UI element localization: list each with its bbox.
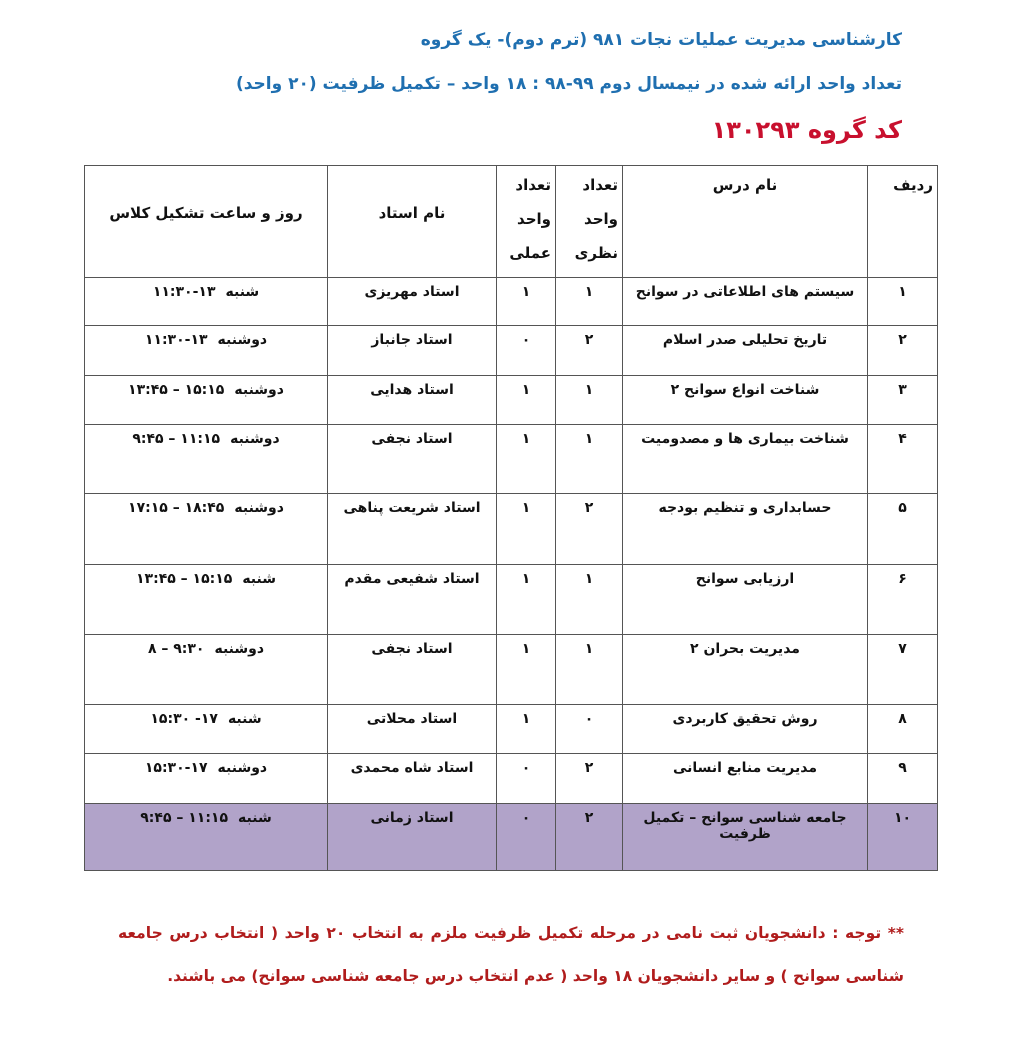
schedule-time: ۸ – ۹:۳۰ [147,641,205,657]
table-row [85,278,938,326]
row-number: ۳ [868,376,938,425]
instructor-name: استاد نجفی [328,635,497,705]
theory-units: ۱ [556,425,623,494]
header-theory-units: تعداد واحد نظری [556,166,623,278]
row-number: ۱ [868,278,938,326]
schedule-time: ۱۷:۱۵ – ۱۸:۴۵ [128,500,225,516]
course-name: مدیریت منابع انسانی [623,754,868,804]
schedule-day: دوشنبه [217,332,268,348]
table-row [85,804,938,871]
class-schedule [85,326,328,376]
course-name: مدیریت بحران ۲ [623,635,868,705]
instructor-name: استاد شاه محمدی [328,754,497,804]
theory-units: ۱ [556,565,623,635]
course-name: تاریخ تحلیلی صدر اسلام [623,326,868,376]
schedule-time: ۱۳:۴۵ – ۱۵:۱۵ [128,382,225,398]
schedule-time: ۹:۴۵ – ۱۱:۱۵ [132,431,221,447]
class-schedule [85,804,328,871]
schedule-day: شنبه [242,571,276,587]
class-schedule [85,635,328,705]
schedule-time: ۱۵:۳۰-۱۷ [144,760,208,776]
schedule-time: ۱۵:۳۰ -۱۷ [150,711,218,727]
instructor-name: استاد زمانی [328,804,497,871]
practical-units: ۱ [497,376,556,425]
class-schedule [85,565,328,635]
row-number: ۵ [868,494,938,565]
theory-units: ۲ [556,326,623,376]
instructor-name: استاد جانباز [328,326,497,376]
table-row [85,425,938,494]
practical-units: ۱ [497,425,556,494]
schedule-time: ۱۳:۴۵ – ۱۵:۱۵ [136,571,233,587]
theory-units: ۱ [556,376,623,425]
table-row [85,494,938,565]
row-number: ۴ [868,425,938,494]
schedule-time: ۹:۴۵ – ۱۱:۱۵ [140,810,229,826]
course-name: روش تحقیق کاربردی [623,705,868,754]
units-summary: تعداد واحد ارائه شده در نیمسال دوم ۹۹-۹۸ : ۱۸ واحد – تکمیل ظرفیت (۲۰ واحد) [235,74,902,94]
course-name: حسابداری و تنظیم بودجه [623,494,868,565]
table-row [85,705,938,754]
class-schedule [85,425,328,494]
theory-units: ۱ [556,278,623,326]
practical-units: ۱ [497,565,556,635]
row-number: ۸ [868,705,938,754]
header-instructor: نام استاد [328,166,497,278]
schedule-day: دوشنبه [214,641,265,657]
header-row-number: ردیف [868,166,938,278]
schedule-day: دوشنبه [234,382,284,398]
registration-note: ** توجه : دانشجویان ثبت نامی در مرحله تکمیل ظرفیت ملزم به انتخاب ۲۰ واحد ( انتخاب درس جامعه شناسی سوانح ) و سایر دانشجویان ۱۸ واحد ( عدم انتخاب درس جامعه شناسی سوانح) می باشند. [118,924,904,985]
practical-units: ۱ [497,705,556,754]
instructor-name: استاد محلاتی [328,705,497,754]
schedule-day: شنبه [238,810,272,826]
program-title: کارشناسی مدیریت عملیات نجات ۹۸۱ (ترم دوم)- یک گروه [420,30,902,50]
schedule-day: دوشنبه [217,760,268,776]
theory-units: ۰ [556,705,623,754]
practical-units: ۰ [497,754,556,804]
schedule-time: ۱۱:۳۰-۱۳ [144,332,208,348]
row-number: ۹ [868,754,938,804]
instructor-name: استاد مهریزی [328,278,497,326]
course-name: شناخت بیماری ها و مصدومیت [623,425,868,494]
course-name: جامعه شناسی سوانح – تکمیل ظرفیت [623,804,868,871]
schedule-day: شنبه [225,284,260,300]
course-name: شناخت انواع سوانح ۲ [623,376,868,425]
practical-units: ۱ [497,494,556,565]
class-schedule [85,705,328,754]
theory-units: ۲ [556,494,623,565]
theory-units: ۲ [556,804,623,871]
schedule-time: ۱۱:۳۰-۱۳ [152,284,216,300]
table-row [85,565,938,635]
class-schedule [85,494,328,565]
practical-units: ۱ [497,278,556,326]
course-name: ارزیابی سوانح [623,565,868,635]
schedule-day: دوشنبه [234,500,284,516]
instructor-name: استاد هدایی [328,376,497,425]
table-row [85,376,938,425]
row-number: ۷ [868,635,938,705]
course-schedule-table [84,165,938,871]
header-schedule: روز و ساعت تشکیل کلاس [85,166,328,278]
instructor-name: استاد شریعت پناهی [328,494,497,565]
table-row [85,326,938,376]
class-schedule [85,376,328,425]
header-course-name: نام درس [623,166,868,278]
row-number: ۱۰ [868,804,938,871]
instructor-name: استاد شفیعی مقدم [328,565,497,635]
theory-units: ۲ [556,754,623,804]
row-number: ۶ [868,565,938,635]
table-header-row [85,166,938,278]
class-schedule [85,278,328,326]
theory-units: ۱ [556,635,623,705]
group-code: کد گروه ۱۳۰۲۹۳ [711,116,902,144]
instructor-name: استاد نجفی [328,425,497,494]
practical-units: ۱ [497,635,556,705]
schedule-day: دوشنبه [230,431,280,447]
header-practical-units: تعداد واحد عملی [497,166,556,278]
class-schedule [85,754,328,804]
table-row [85,754,938,804]
practical-units: ۰ [497,804,556,871]
practical-units: ۰ [497,326,556,376]
schedule-day: شنبه [227,711,262,727]
course-name: سیستم های اطلاعاتی در سوانح [623,278,868,326]
row-number: ۲ [868,326,938,376]
table-row [85,635,938,705]
